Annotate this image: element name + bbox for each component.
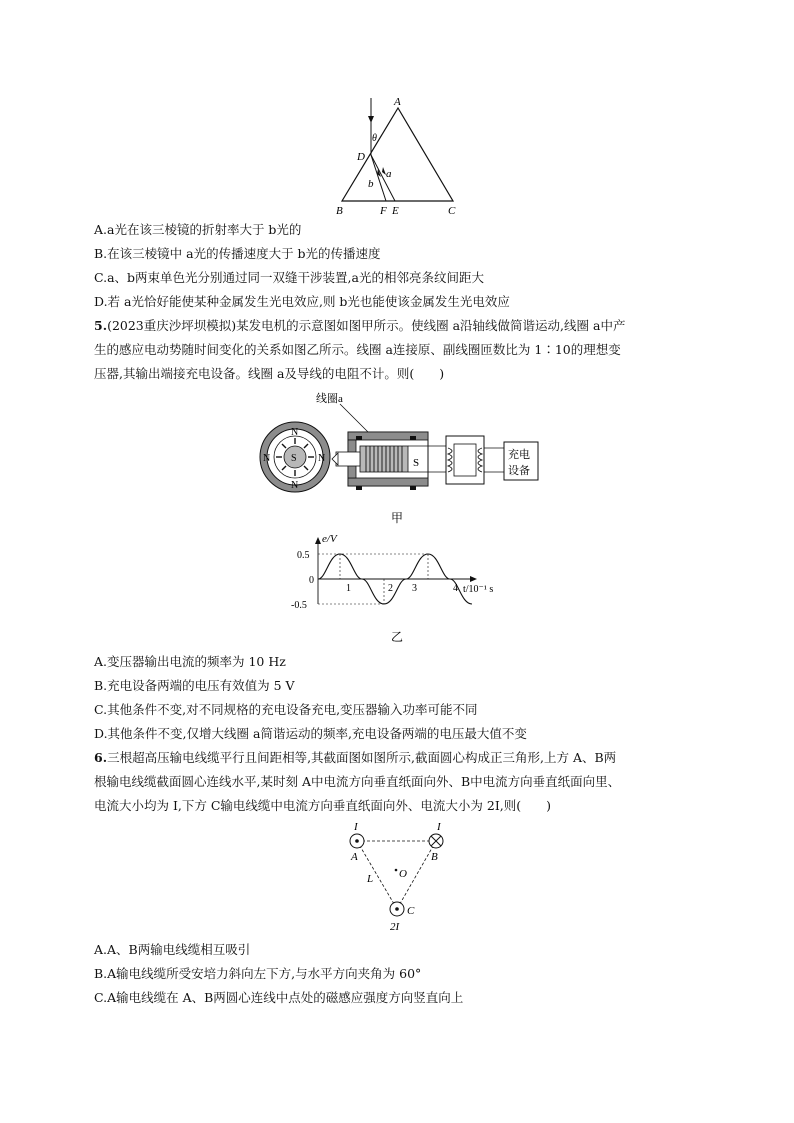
emf-graph xyxy=(285,528,510,646)
q5-option-a: A.变压器输出电流的频率为 10 Hz xyxy=(94,654,286,669)
q6-option-b: B.A输电线缆所受安培力斜向左下方,与水平方向夹角为 60° xyxy=(94,966,422,981)
q6-stem-line-2: 根输电线缆截面圆心连线水平,某时刻 A中电流方向垂直纸面向外、B中电流方向垂直纸面向里、 xyxy=(94,774,621,789)
label-e: E xyxy=(392,205,399,217)
device-label-line1: 充电 xyxy=(508,449,530,461)
emf-y-neg: -0.5 xyxy=(291,600,307,611)
q5-stem-line-1: 5.(2023重庆沙坪坝模拟)某发电机的示意图如图甲所示。使线圈 a沿轴线做简谐运动,线圈 a中产 xyxy=(94,318,626,333)
label-c-vertex: C xyxy=(448,205,456,217)
cable-a-current: I xyxy=(354,821,358,833)
pole-n-bottom: N xyxy=(291,480,299,491)
q4-option-a: A.a光在该三棱镜的折射率大于 b光的 xyxy=(94,222,302,237)
label-f: F xyxy=(380,205,387,217)
prism-figure xyxy=(330,92,470,220)
label-b-vertex: B xyxy=(336,205,343,217)
pole-s-side: S xyxy=(413,457,420,469)
cable-b-current: I xyxy=(437,821,441,833)
label-b-ray: b xyxy=(368,178,374,190)
q6-option-c: C.A输电线缆在 A、B两圆心连线中点处的磁感应强度方向竖直向上 xyxy=(94,990,464,1005)
q6-stem-line-3: 电流大小均为 I,下方 C输电线缆中电流方向垂直纸面向外、电流大小为 2I,则( ) xyxy=(94,798,552,813)
coil-label: 线圈a xyxy=(316,393,343,405)
emf-x-tick-2: 2 xyxy=(388,583,393,594)
pole-n-left: N xyxy=(263,453,271,464)
q5-option-d: D.其他条件不变,仅增大线圈 a简谐运动的频率,充电设备两端的电压最大值不变 xyxy=(94,726,527,741)
cable-c-current: 2I xyxy=(390,921,400,933)
q5-option-c: C.其他条件不变,对不同规格的充电设备充电,变压器输入功率可能不同 xyxy=(94,702,478,717)
emf-y-pos: 0.5 xyxy=(297,550,310,561)
label-a-vertex: A xyxy=(394,96,401,108)
emf-x-label: t/10⁻¹ s xyxy=(463,584,494,595)
side-l-label: L xyxy=(367,873,374,885)
cables-figure xyxy=(340,818,460,934)
label-d: D xyxy=(357,151,365,163)
device-label-line2: 设备 xyxy=(508,465,530,477)
q4-option-b: B.在该三棱镜中 a光的传播速度大于 b光的传播速度 xyxy=(94,246,381,261)
cable-a-label: A xyxy=(351,851,358,863)
cable-c-label: C xyxy=(407,905,415,917)
pole-n-top: N xyxy=(291,427,299,438)
emf-x-tick-1: 1 xyxy=(346,583,351,594)
label-a-ray: a xyxy=(386,168,392,180)
q6-number: 6. xyxy=(94,750,108,765)
center-o-label: O xyxy=(399,868,407,880)
emf-y-label: e/V xyxy=(322,533,337,545)
emf-x-tick-3: 3 xyxy=(412,583,417,594)
q4-option-d: D.若 a光恰好能使某种金属发生光电效应,则 b光也能使该金属发生光电效应 xyxy=(94,294,510,309)
generator-figure xyxy=(255,388,545,526)
q5-stem-line-2: 生的感应电动势随时间变化的关系如图乙所示。线圈 a连接原、副线圈匝数比为 1∶10的理想变 xyxy=(94,342,621,357)
q5-stem-line-3: 压器,其输出端接充电设备。线圈 a及导线的电阻不计。则( ) xyxy=(94,366,445,381)
q5-number: 5. xyxy=(94,318,108,333)
emf-origin: 0 xyxy=(309,575,314,586)
cable-b-label: B xyxy=(431,851,438,863)
q6-option-a: A.A、B两输电线缆相互吸引 xyxy=(94,942,251,957)
q5-option-b: B.充电设备两端的电压有效值为 5 V xyxy=(94,678,295,693)
q4-option-c: C.a、b两束单色光分别通过同一双缝干涉装置,a光的相邻亮条纹间距大 xyxy=(94,270,484,285)
label-theta: θ xyxy=(372,133,377,144)
q6-stem-line-1: 6.三根超高压输电线缆平行且间距相等,其截面图如图所示,截面圆心构成正三角形,上方 A、B两 xyxy=(94,750,617,765)
pole-n-right: N xyxy=(318,453,326,464)
fig-yi-caption: 乙 xyxy=(391,630,404,644)
emf-x-tick-4: 4 xyxy=(453,583,458,594)
fig-jia-caption: 甲 xyxy=(391,511,404,525)
pole-s-center: S xyxy=(291,453,297,464)
